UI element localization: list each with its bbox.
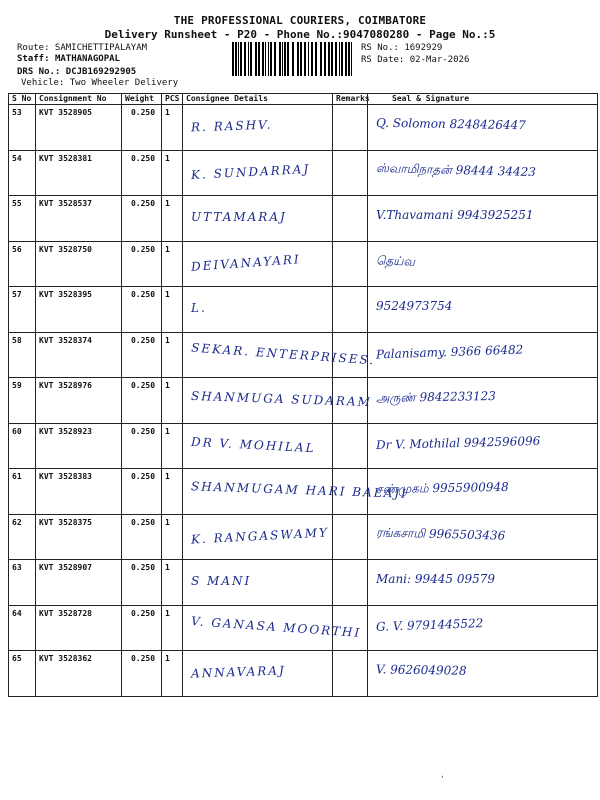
- barcode-bar: [268, 42, 269, 76]
- row-weight: 0.250: [122, 423, 162, 469]
- row-pcs: 1: [162, 150, 183, 196]
- row-remarks: [333, 651, 368, 697]
- row-seal-cell: [368, 605, 598, 651]
- row-weight: 0.250: [122, 150, 162, 196]
- row-pcs: 1: [162, 287, 183, 333]
- barcode-bar: [308, 42, 309, 76]
- table-row: [9, 423, 598, 469]
- row-weight: 0.250: [122, 332, 162, 378]
- consignee-handwriting: R. RASHV.: [190, 117, 273, 135]
- barcode-bar: [351, 42, 352, 76]
- barcode-bar: [274, 42, 276, 76]
- row-sno: 55: [9, 196, 36, 242]
- signature-handwriting: அருண் 9842233123: [375, 388, 496, 406]
- row-weight: 0.250: [122, 651, 162, 697]
- row-seal-cell: [368, 651, 598, 697]
- row-consignment: KVT 3528395: [36, 287, 122, 333]
- barcode-bar: [345, 42, 347, 76]
- table-row: [9, 560, 598, 606]
- consignee-handwriting: V. GANASA MOORTHI: [190, 613, 362, 640]
- row-pcs: 1: [162, 378, 183, 424]
- row-sno: 57: [9, 287, 36, 333]
- row-sno: 56: [9, 241, 36, 287]
- barcode-bar: [297, 42, 299, 76]
- row-sno: 63: [9, 560, 36, 606]
- header-consignment: Consignment No: [36, 94, 122, 105]
- row-remarks: [333, 423, 368, 469]
- header-pcs: PCS: [162, 94, 183, 105]
- row-sno: 54: [9, 150, 36, 196]
- rs-date: RS Date: 02-Mar-2026: [361, 55, 470, 65]
- signature-handwriting: Q. Solomon 8248426447: [375, 115, 526, 133]
- drs-value: DCJB169292905: [65, 67, 137, 77]
- consignee-handwriting: K. RANGASWAMY: [190, 524, 330, 547]
- row-pcs: 1: [162, 514, 183, 560]
- drs-label: DRS No.:: [17, 67, 61, 77]
- row-consignee-cell: [183, 332, 376, 378]
- runsheet-title: Delivery Runsheet - P20 - Phone No.:9047080280 - Page No.:5: [104, 28, 496, 41]
- row-sno: 59: [9, 378, 36, 424]
- drs-line: [17, 67, 136, 77]
- row-consignee-cell: [183, 287, 333, 333]
- row-consignment: KVT 3528362: [36, 651, 122, 697]
- row-sno: 53: [9, 105, 36, 151]
- row-weight: 0.250: [122, 241, 162, 287]
- row-pcs: 1: [162, 423, 183, 469]
- barcode-bar: [328, 42, 330, 76]
- row-seal-cell: [368, 514, 598, 560]
- row-pcs: 1: [162, 241, 183, 287]
- row-weight: 0.250: [122, 605, 162, 651]
- row-consignee-cell: [183, 423, 333, 469]
- barcode-bar: [300, 42, 302, 76]
- barcode-bar: [348, 42, 350, 76]
- row-pcs: 1: [162, 105, 183, 151]
- row-weight: 0.250: [122, 196, 162, 242]
- signature-handwriting: Mani: 99445 09579: [376, 572, 496, 586]
- company-title: THE PROFESSIONAL COURIERS, COIMBATORE: [173, 14, 427, 27]
- row-consignment: KVT 3528923: [36, 423, 122, 469]
- row-consignment: KVT 3528537: [36, 196, 122, 242]
- row-seal-cell: [368, 423, 598, 469]
- row-sno: 65: [9, 651, 36, 697]
- row-consignee-cell: [183, 651, 333, 697]
- barcode-bar: [250, 42, 252, 76]
- row-consignee-cell: [183, 378, 373, 424]
- row-sno: 58: [9, 332, 36, 378]
- barcode-bar: [311, 42, 313, 76]
- row-consignment: KVT 3528905: [36, 105, 122, 151]
- row-consignment: KVT 3528907: [36, 560, 122, 606]
- header-remarks: Remarks: [333, 94, 368, 105]
- row-seal-cell: [368, 287, 598, 333]
- row-remarks: [333, 287, 368, 333]
- row-consignee-cell: [183, 560, 333, 606]
- row-seal-cell: [368, 469, 598, 515]
- barcode-bar: [315, 42, 317, 76]
- barcode-bar: [341, 42, 343, 76]
- barcode-bar: [238, 42, 239, 76]
- consignee-handwriting: SHANMUGAM HARI BALAJI: [190, 479, 409, 501]
- barcode-bar: [335, 42, 337, 76]
- row-sno: 61: [9, 469, 36, 515]
- row-consignment: KVT 3528375: [36, 514, 122, 560]
- rs-number: RS No.: 1692929: [361, 43, 443, 53]
- row-sno: 64: [9, 605, 36, 651]
- signature-handwriting: G. V. 9791445522: [375, 615, 484, 634]
- barcode-bar: [248, 42, 249, 76]
- row-remarks: [333, 241, 368, 287]
- row-seal-cell: [368, 196, 598, 242]
- table-row: [9, 605, 598, 651]
- row-consignment: KVT 3528374: [36, 332, 122, 378]
- row-weight: 0.250: [122, 287, 162, 333]
- barcode-bar: [232, 42, 234, 76]
- row-seal-cell: [368, 241, 598, 287]
- row-pcs: 1: [162, 469, 183, 515]
- header-seal: Seal & Signature: [368, 94, 598, 105]
- consignee-handwriting: UTTAMARAJ: [191, 210, 287, 224]
- table-row: [9, 469, 598, 515]
- row-remarks: [333, 514, 368, 560]
- row-weight: 0.250: [122, 560, 162, 606]
- row-pcs: 1: [162, 196, 183, 242]
- consignee-handwriting: ANNAVARAJ: [190, 663, 286, 681]
- route-label: Route: SAMICHETTIPALAYAM: [17, 43, 148, 53]
- row-seal-cell: [368, 332, 598, 378]
- staff-name: MATHANAGOPAL: [54, 54, 120, 64]
- barcode-bar: [284, 42, 286, 76]
- header-weight: Weight: [122, 94, 162, 105]
- signature-handwriting: Palanisamy. 9366 66482: [375, 341, 524, 362]
- row-sno: 62: [9, 514, 36, 560]
- row-seal-cell: [368, 150, 598, 196]
- row-consignment: KVT 3528381: [36, 150, 122, 196]
- table-row: [9, 514, 598, 560]
- consignee-handwriting: SEKAR. ENTERPRISES.: [190, 340, 376, 367]
- row-remarks: [333, 150, 368, 196]
- row-consignee-cell: [183, 196, 333, 242]
- vehicle-label: Vehicle: Two Wheeler Delivery: [21, 78, 179, 88]
- table-row: [9, 378, 598, 424]
- barcode-bar: [292, 42, 294, 76]
- row-consignment: KVT 3528976: [36, 378, 122, 424]
- table-row: [9, 241, 598, 287]
- barcode-bar: [324, 42, 326, 76]
- barcode-bar: [320, 42, 322, 76]
- barcode-bar: [258, 42, 260, 76]
- barcode-image: [232, 42, 354, 76]
- consignee-handwriting: DR V. MOHILAL: [190, 434, 316, 455]
- row-pcs: 1: [162, 332, 183, 378]
- page-mark: ,: [440, 770, 445, 779]
- row-pcs: 1: [162, 605, 183, 651]
- row-consignee-cell: [183, 469, 409, 515]
- barcode-bar: [279, 42, 281, 76]
- table-header-row: [9, 94, 598, 105]
- table-row: [9, 150, 598, 196]
- barcode-bar: [240, 42, 242, 76]
- row-seal-cell: [368, 560, 598, 606]
- consignee-handwriting: SHANMUGA SUDARAM: [190, 388, 373, 410]
- table-row: [9, 332, 598, 378]
- consignee-handwriting: L.: [191, 301, 207, 315]
- runsheet-table: [8, 93, 597, 681]
- row-remarks: [333, 105, 368, 151]
- barcode-bar: [270, 42, 272, 76]
- header-sno: S No: [9, 94, 36, 105]
- signature-handwriting: தெய்வ: [375, 252, 416, 269]
- row-weight: 0.250: [122, 469, 162, 515]
- staff-line: [17, 54, 120, 64]
- staff-label: Staff:: [17, 54, 50, 64]
- row-consignee-cell: [183, 150, 333, 196]
- barcode-bar: [304, 42, 306, 76]
- barcode-bar: [255, 42, 257, 76]
- table-row: [9, 196, 598, 242]
- signature-handwriting: ரங்கசாமி 9965503436: [375, 524, 506, 543]
- barcode-bar: [262, 42, 264, 76]
- row-consignment: KVT 3528750: [36, 241, 122, 287]
- header-consignee: Consignee Details: [183, 94, 333, 105]
- row-consignee-cell: [183, 605, 362, 651]
- signature-handwriting: Dr V. Mothilal 9942596096: [375, 433, 541, 452]
- row-consignment: KVT 3528383: [36, 469, 122, 515]
- row-remarks: [333, 560, 368, 606]
- row-pcs: 1: [162, 560, 183, 606]
- row-weight: 0.250: [122, 105, 162, 151]
- consignee-handwriting: K. SUNDARRAJ: [190, 161, 311, 182]
- barcode-bar: [282, 42, 283, 76]
- table-row: [9, 105, 598, 151]
- signature-handwriting: சண்முகம் 9955900948: [375, 479, 509, 497]
- signature-handwriting: ஸ்வாமிநாதன் 98444 34423: [375, 160, 537, 179]
- row-consignment: KVT 3528728: [36, 605, 122, 651]
- row-seal-cell: [368, 378, 598, 424]
- row-remarks: [333, 196, 368, 242]
- row-weight: 0.250: [122, 378, 162, 424]
- table-row: [9, 287, 598, 333]
- row-consignee-cell: [183, 514, 333, 560]
- consignee-handwriting: S MANI: [191, 574, 252, 588]
- row-sno: 60: [9, 423, 36, 469]
- row-weight: 0.250: [122, 514, 162, 560]
- signature-handwriting: V. 9626049028: [375, 662, 467, 678]
- barcode-bar: [331, 42, 333, 76]
- barcode-bar: [235, 42, 237, 76]
- signature-handwriting: 9524973754: [376, 299, 453, 313]
- barcode-bar: [287, 42, 289, 76]
- table-row: [9, 651, 598, 697]
- barcode-bar: [339, 42, 340, 76]
- barcode-bar: [265, 42, 266, 76]
- signature-handwriting: V.Thavamani 9943925251: [376, 208, 534, 222]
- row-consignee-cell: [183, 105, 333, 151]
- consignee-handwriting: DEIVANAYARI: [190, 251, 302, 274]
- row-seal-cell: [368, 105, 598, 151]
- row-consignee-cell: [183, 241, 333, 287]
- barcode-bar: [244, 42, 246, 76]
- row-pcs: 1: [162, 651, 183, 697]
